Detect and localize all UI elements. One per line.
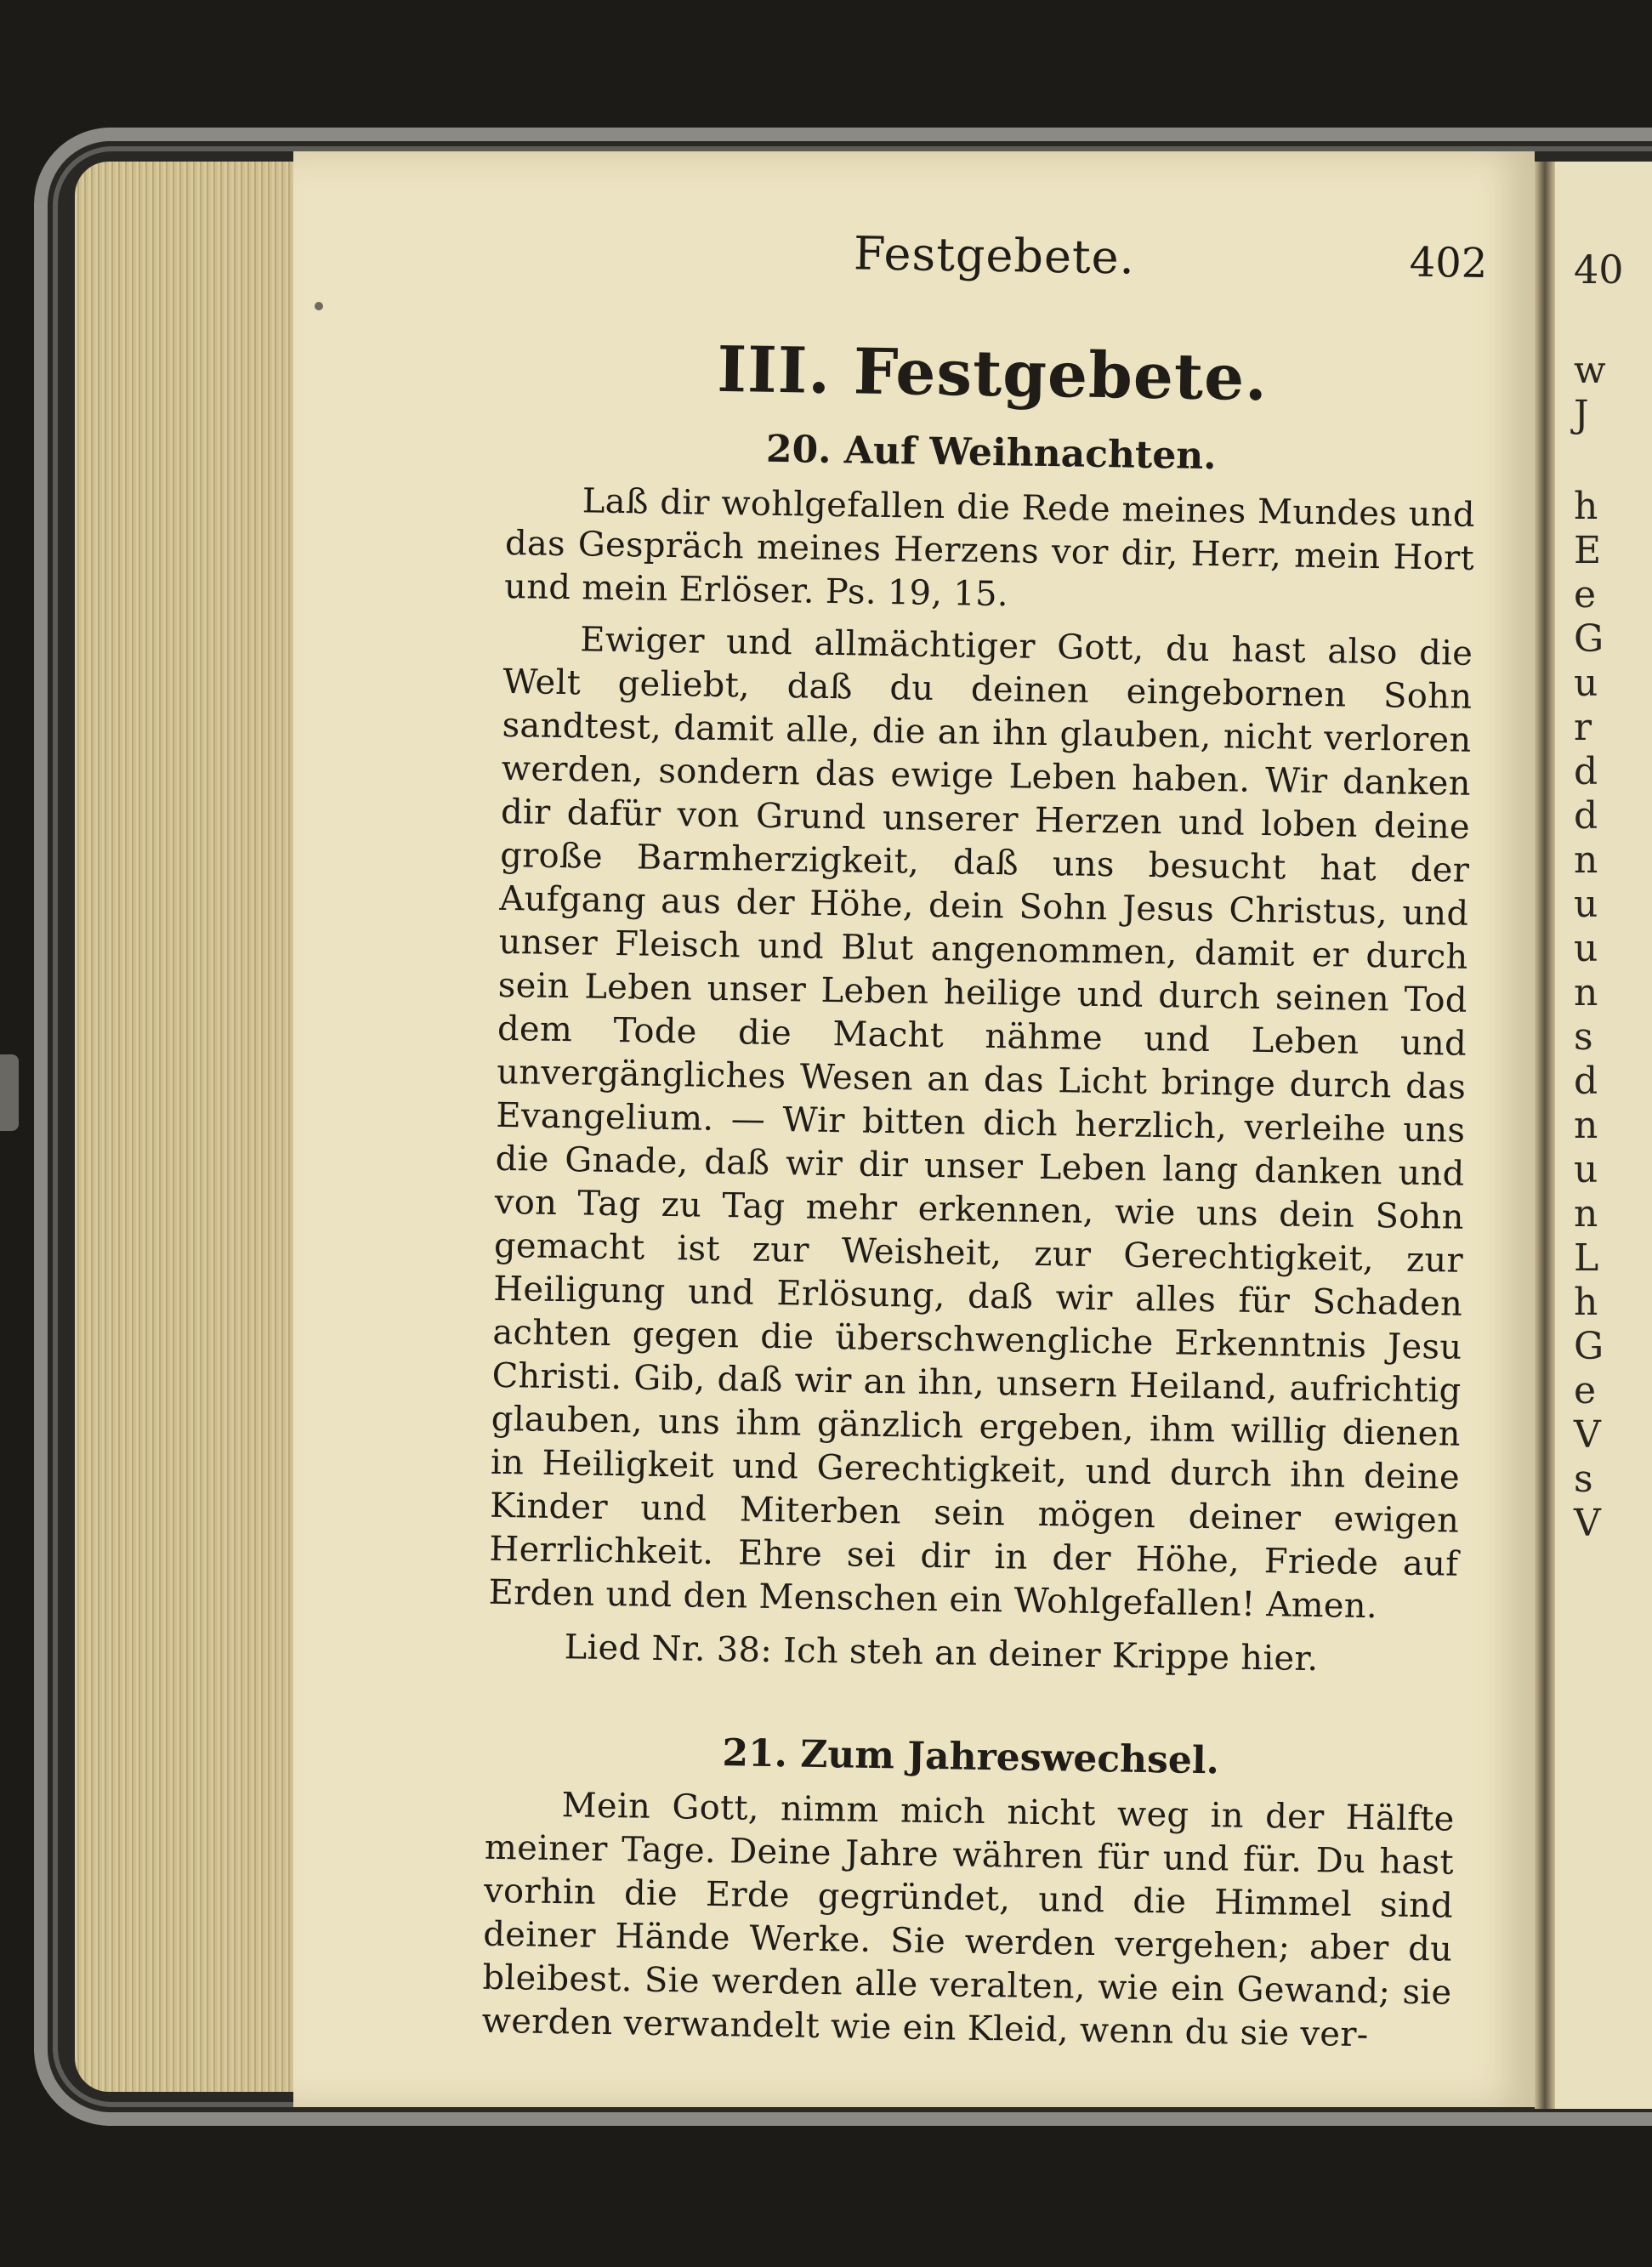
next-page-fragment: u (1574, 1148, 1598, 1191)
page-edges (75, 162, 298, 2092)
book-clasp (0, 1054, 19, 1131)
next-page-fragment: u (1574, 883, 1598, 926)
next-page-fragment: n (1574, 1192, 1598, 1236)
next-page-fragment: u (1574, 662, 1598, 705)
page-content (481, 221, 1488, 2059)
running-title: Festgebete. (853, 226, 1136, 285)
next-page-fragment: e (1574, 1369, 1597, 1412)
book-gutter (1535, 162, 1555, 2109)
next-page-fragment: h (1574, 1281, 1598, 1324)
section-title: III. Festgebete. (716, 332, 1269, 416)
running-head (509, 221, 1488, 304)
next-page-fragment: J (1574, 393, 1589, 436)
next-page-fragment: d (1574, 1060, 1598, 1103)
next-page-fragment: w (1574, 349, 1606, 392)
next-page-fragment: d (1574, 750, 1598, 793)
next-page-fragment: n (1574, 1104, 1598, 1147)
hymn-reference: Lied Nr. 38: Ich steh an deiner Krippe hier. (564, 1628, 1319, 1679)
scripture-verse: Mein Gott, nimm mich nicht weg in der Hälfte meiner Tage. Deine Jahre währen für und für. Du hast vorhin die Erde gegründet, und die Himmel sind deiner Hände Werke. Sie werden vergehen; aber du bleibest. Sie werden alle veralten, wie ein Gewand; sie werden verwandelt wie ein Kleid, wenn du sie ver- (481, 1786, 1455, 2055)
next-page-fragment: s (1574, 1015, 1593, 1059)
prayer-heading: 20. Auf Weihnachten. (765, 427, 1218, 479)
next-page-edge (1555, 162, 1652, 2109)
next-page-fragment: h (1574, 485, 1598, 528)
page-number: 402 (1409, 238, 1488, 288)
next-page-fragment: L (1574, 1236, 1599, 1280)
scripture-verse: Laß dir wohlgefallen die Rede meines Mundes und das Gespräch meines Herzens vor dir, Herr, mein Hort und mein Erlöser. Ps. 19, 15. (503, 481, 1476, 615)
prayer-text: Ewiger und allmächtiger Gott, du hast also die Welt geliebt, daß du deinen eingebornen Sohn sandtest, damit alle, die an ihn glauben, nicht verloren werden, sondern das ewige Leben haben. Wir danken dir dafür von Grund unserer Herzen und loben deine große Barmherzigkeit, daß uns besucht hat der Aufgang aus der Höhe, dein Sohn Jesus Christus, und unser Fleisch und Blut angenommen, damit er durch sein Leben unser Leben heilige und durch seinen Tod dem Tode die Macht nähme und Leben und unvergängliches Wesen an das Licht bringe durch das Evangelium. — Wir bitten dich herzlich, verleihe uns die Gnade, daß wir dir unser Leben lang danken und von Tag zu Tag mehr erkennen, wie uns dein Sohn gemacht ist zur Weisheit, zur Gerechtigkeit, zur Heiligung und Erlösung, daß wir alles für Schaden achten gegen die überschwengliche Erkenntnis Jesu Christi. Gib, daß wir an ihn, unsern Heiland, aufrichtig glauben, uns ihm gänzlich ergeben, ihm willig dienen in Heiligkeit und Gerechtigkeit, und durch ihn deine Kinder und Miterben sein mögen deiner ewigen Herrlichkeit. Ehre sei dir in der Höhe, Friede auf Erden und den Menschen ein Wohlgefallen! Amen. (488, 620, 1473, 1627)
next-page-fragment: V (1574, 1413, 1601, 1457)
next-page-fragment: u (1574, 927, 1598, 970)
next-page-fragment: n (1574, 971, 1598, 1014)
next-page-fragment: G (1574, 617, 1604, 661)
next-page-fragment: n (1574, 838, 1598, 882)
next-page-fragment: d (1574, 794, 1598, 838)
next-page-fragment: V (1574, 1502, 1601, 1545)
page-blemish (315, 302, 323, 310)
prayer-heading: 21. Zum Jahreswechsel. (722, 1731, 1220, 1783)
next-page-fragment: E (1574, 529, 1602, 572)
next-page-fragment: e (1574, 573, 1597, 616)
next-page-fragment: r (1574, 706, 1592, 749)
next-page-fragment: G (1574, 1325, 1604, 1368)
next-page-number-fragment: 40 (1574, 247, 1624, 293)
next-page-fragment: s (1574, 1457, 1593, 1501)
